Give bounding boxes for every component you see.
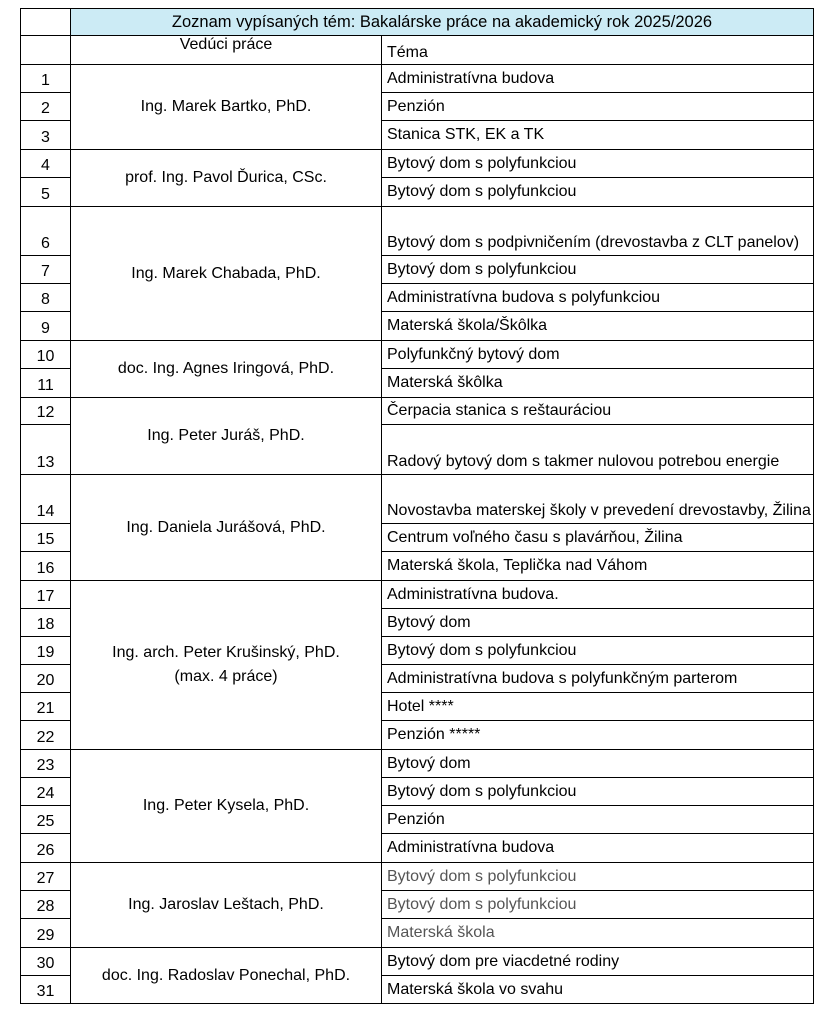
header-number-cell <box>21 36 71 65</box>
row-number: 15 <box>21 524 71 552</box>
header-row <box>21 36 814 65</box>
supervisor-cell <box>71 750 382 863</box>
topics-table <box>20 8 814 1004</box>
supervisor-cell <box>71 475 382 581</box>
header-supervisor: Vedúci práce <box>71 36 382 65</box>
topic-cell: Administratívna budova. <box>382 581 814 609</box>
supervisor-name: doc. Ing. Radoslav Ponechal, PhD. <box>101 966 351 984</box>
row-number: 19 <box>21 637 71 665</box>
header-topic: Téma <box>382 36 814 65</box>
topic-cell: Bytový dom s podpivničením (drevostavba z CLT panelov) <box>382 207 814 256</box>
row-number: 22 <box>21 721 71 750</box>
supervisor-name: Ing. Jaroslav Leštach, PhD. <box>128 896 324 913</box>
topic-cell: Administratívna budova <box>382 834 814 863</box>
supervisor-name: prof. Ing. Pavol Ďurica, CSc. <box>125 169 327 186</box>
row-number: 7 <box>21 256 71 284</box>
title-corner-cell <box>21 9 71 36</box>
row-number: 24 <box>21 778 71 806</box>
topic-cell: Bytový dom <box>382 609 814 637</box>
topic-cell: Bytový dom pre viacdetné rodiny <box>382 948 814 976</box>
topic-cell: Bytový dom s polyfunkciou <box>382 256 814 284</box>
table-row <box>21 150 814 178</box>
table-row <box>21 207 814 256</box>
table-row <box>21 863 814 891</box>
topic-cell: Radový bytový dom s takmer nulovou potrebou energie <box>382 425 814 475</box>
topic-cell: Penzión ***** <box>382 721 814 750</box>
topic-cell: Stanica STK, EK a TK <box>382 121 814 150</box>
table-row <box>21 750 814 778</box>
row-number: 20 <box>21 665 71 693</box>
topic-cell: Bytový dom s polyfunkciou <box>382 178 814 207</box>
row-number: 25 <box>21 806 71 834</box>
table-row <box>21 581 814 609</box>
topic-cell: Bytový dom s polyfunkciou <box>382 150 814 178</box>
row-number: 23 <box>21 750 71 778</box>
supervisor-cell <box>71 207 382 341</box>
topic-cell: Administratívna budova s polyfunkčným parterom <box>382 665 814 693</box>
title-row <box>21 9 814 36</box>
topic-cell: Penzión <box>382 93 814 121</box>
supervisor-name: Ing. Marek Chabada, PhD. <box>131 264 321 282</box>
topic-cell: Penzión <box>382 806 814 834</box>
supervisor-cell <box>71 948 382 1004</box>
row-number: 10 <box>21 341 71 369</box>
supervisor-name: Ing. Marek Bartko, PhD. <box>140 98 312 115</box>
supervisor-name: doc. Ing. Agnes Iringová, PhD. <box>117 360 335 377</box>
topic-cell: Bytový dom s polyfunkciou <box>382 863 814 891</box>
supervisor-cell <box>71 150 382 207</box>
supervisor-cell <box>71 341 382 398</box>
topic-cell: Administratívna budova s polyfunkciou <box>382 284 814 312</box>
supervisor-cell <box>71 863 382 948</box>
row-number: 31 <box>21 976 71 1004</box>
table-title: Zoznam vypísaných tém: Bakalárske práce na akademický rok 2025/2026 <box>71 9 814 36</box>
topic-cell: Polyfunkčný bytový dom <box>382 341 814 369</box>
topic-cell: Bytový dom s polyfunkciou <box>382 891 814 919</box>
row-number: 2 <box>21 93 71 121</box>
table-row <box>21 341 814 369</box>
topic-cell: Bytový dom s polyfunkciou <box>382 778 814 806</box>
table-row <box>21 398 814 425</box>
topics-table-wrapper <box>20 8 814 1004</box>
supervisor-name: Ing. Peter Juráš, PhD. <box>147 427 305 444</box>
row-number: 29 <box>21 919 71 948</box>
row-number: 13 <box>21 425 71 475</box>
row-number: 1 <box>21 65 71 93</box>
row-number: 26 <box>21 834 71 863</box>
topic-cell: Novostavba materskej školy v prevedení drevostavby, Žilina <box>382 475 814 524</box>
row-number: 18 <box>21 609 71 637</box>
topic-cell: Administratívna budova <box>382 65 814 93</box>
topic-cell: Bytový dom s polyfunkciou <box>382 637 814 665</box>
row-number: 30 <box>21 948 71 976</box>
topic-cell: Centrum voľného času s plavárňou, Žilina <box>382 524 814 552</box>
row-number: 6 <box>21 207 71 256</box>
row-number: 9 <box>21 312 71 341</box>
row-number: 12 <box>21 398 71 425</box>
topic-cell: Čerpacia stanica s reštauráciou <box>382 398 814 425</box>
row-number: 8 <box>21 284 71 312</box>
topic-cell: Materská škola, Teplička nad Váhom <box>382 552 814 581</box>
supervisor-cell <box>71 398 382 475</box>
row-number: 17 <box>21 581 71 609</box>
supervisor-name: Ing. arch. Peter Krušinský, PhD. <box>112 644 340 661</box>
row-number: 28 <box>21 891 71 919</box>
row-number: 5 <box>21 178 71 207</box>
row-number: 16 <box>21 552 71 581</box>
row-number: 21 <box>21 693 71 721</box>
supervisor-name: Ing. Peter Kysela, PhD. <box>142 797 310 814</box>
topic-cell: Bytový dom <box>382 750 814 778</box>
row-number: 3 <box>21 121 71 150</box>
table-row <box>21 475 814 524</box>
supervisor-cell <box>71 581 382 750</box>
topic-cell: Hotel **** <box>382 693 814 721</box>
topic-cell: Materská škola vo svahu <box>382 976 814 1004</box>
row-number: 27 <box>21 863 71 891</box>
table-row <box>21 65 814 93</box>
row-number: 4 <box>21 150 71 178</box>
topic-cell: Materská škôlka <box>382 369 814 398</box>
supervisor-name: Ing. Daniela Jurášová, PhD. <box>126 518 326 536</box>
row-number: 11 <box>21 369 71 398</box>
topic-cell: Materská škola/Škôlka <box>382 312 814 341</box>
supervisor-name: (max. 4 práce) <box>174 668 278 685</box>
supervisor-cell <box>71 65 382 150</box>
topic-cell: Materská škola <box>382 919 814 948</box>
row-number: 14 <box>21 475 71 524</box>
table-row <box>21 948 814 976</box>
